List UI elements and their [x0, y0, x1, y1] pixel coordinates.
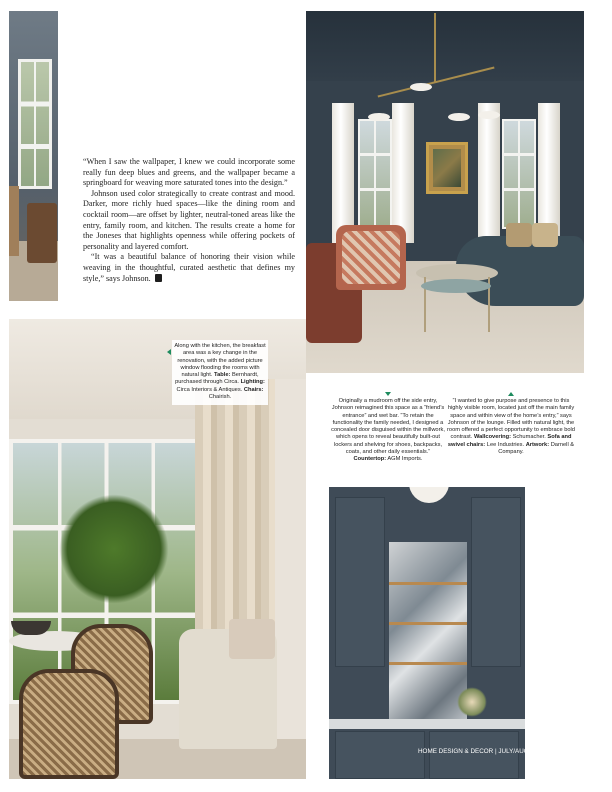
- caption-value: Schumacher.: [512, 434, 546, 441]
- caption-text: Originally a mudroom off the side entry, Johnson reimagined this space as a “friend’s entrance” and wet bar. “To retain the functionality the family needed, I designed a concealed door disguised within the millwork, which opens to reveal beautifully built-out lockers and shelving for shoes, backpacks, coats, and other daily essentials.”: [331, 398, 445, 456]
- caption-pointer-down-icon: [385, 392, 391, 396]
- caption-pointer-icon: [167, 349, 171, 355]
- folio-divider: |: [494, 748, 499, 755]
- caption-value: Chairish.: [208, 394, 232, 401]
- caption-value: Lee Industries.: [486, 441, 525, 448]
- caption-text: Along with the kitchen, the breakfast area was a key change in the renovation, with the added picture window flooding the rooms with natural light.: [174, 343, 266, 379]
- page-folio: [418, 746, 573, 756]
- caption-mudroom: [330, 392, 446, 464]
- caption-label: Wallcovering:: [473, 434, 512, 441]
- article-body: [83, 157, 295, 284]
- article-paragraph: “When I saw the wallpaper, I knew we could incorporate some really fun deep blues and greens, and the wallpaper became a springboard for weaving more saturated tones into the design.”: [83, 157, 295, 188]
- caption-value: Circa Interiors & Antiques.: [176, 386, 243, 393]
- caption-pointer-up-icon: [508, 392, 514, 396]
- caption-label: Sofa and swivel chairs:: [447, 434, 572, 448]
- article-paragraph: Johnson used color strategically to create contrast and mood. Darker, more richly hued spaces—like the dining room and cocktail room—are offset by lighter, neutral-toned areas like the entry, family room, and kitchen. The results create a home for the Joneses that highlights openness while offering pockets of personality and layered comfort.: [83, 188, 295, 251]
- caption-label: Table:: [214, 372, 231, 379]
- photo-dining-window: [9, 11, 58, 301]
- caption-breakfast: [172, 340, 268, 405]
- end-mark-icon: [155, 274, 162, 282]
- page-number: 27: [562, 746, 573, 756]
- caption-text: “I wanted to give purpose and presence to this highly visible room, located just off the main family space and within view of the home’s entry,” says Johnson of the lounge. Filled with natural light, the room offered a perfect opportunity to embrace bold contrast.: [447, 398, 575, 441]
- caption-label: Countertop:: [353, 456, 387, 463]
- caption-value: AGM Imports.: [387, 456, 423, 463]
- caption-lounge: [447, 392, 575, 456]
- caption-value: Darnell & Company.: [498, 441, 575, 456]
- magazine-name: HOME DESIGN & DECOR: [418, 748, 494, 755]
- caption-value: Bernhardt, purchased through Circa.: [175, 372, 259, 386]
- photo-lounge: [306, 11, 584, 373]
- issue-date: JULY/AUGUST 2025: [498, 748, 557, 755]
- caption-label: Lighting:: [240, 379, 265, 386]
- photo-wet-bar: [329, 487, 525, 779]
- caption-label: Chairs:: [243, 386, 264, 393]
- article-paragraph-text: “It was a beautiful balance of honoring their vision while weaving in the thoughtful, curated aesthetic that defines my style,” says Johnson.: [83, 252, 295, 283]
- caption-label: Artwork:: [525, 441, 550, 448]
- article-paragraph: [83, 252, 295, 284]
